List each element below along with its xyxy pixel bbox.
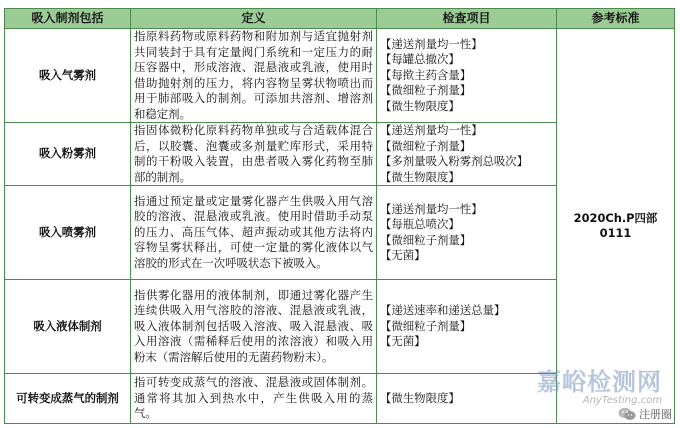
row-definition: 指通过预定量或定量雾化器产生供吸入用气溶胶的溶液、混悬液或乳液。使用时借助手动泵的压力、高压气体、超声振动或其他方法将内容物呈雾状释出，可使一定量的雾化液体以气溶胶的形式在一次呼吸状态下被吸入。	[131, 186, 377, 280]
row-checks	[377, 29, 557, 123]
check-item: 【递送剂量均一性】	[380, 201, 483, 216]
check-item: 【微细粒子剂量】	[380, 138, 472, 153]
check-item: 【每揿主药含量】	[380, 67, 472, 82]
check-item: 【微细粒子剂量】	[380, 318, 472, 333]
check-item: 【每瓶总喷次】	[380, 217, 460, 231]
row-definition: 指供雾化器用的液体制剂，即通过雾化器产生连续供吸入用气溶胶的溶液、混悬液或乳液，吸入液体制剂包括吸入溶液、吸入混悬液、吸入用溶液（需稀释后使用的浓溶液）和吸入用粉末（需溶解后使用的无菌药物粉末）。	[131, 280, 377, 374]
header-definition: 定义	[131, 9, 377, 29]
row-category: 吸入液体制剂	[5, 280, 131, 374]
row-definition: 指原料药物或原料药物和附加剂与适宜抛射剂共同装封于具有定量阀门系统和一定压力的耐压容器中，形成溶液、混悬液或乳液，使用时借助抛射剂的压力，将内容物呈雾状物喷出而用于肺部吸入的制剂。可添加共溶剂、增溶剂和稳定剂。	[131, 29, 377, 123]
row-checks	[377, 374, 557, 424]
check-item: 【递送速率和递送总量】	[380, 303, 506, 318]
check-item: 【微生物限度】	[380, 98, 460, 113]
check-item: 【微细粒子剂量】	[380, 83, 472, 98]
row-category: 吸入粉雾剂	[5, 123, 131, 186]
check-item: 【无菌】	[380, 248, 426, 262]
row-definition: 指可转变成蒸气的溶液、混悬液或固体制剂。通常将其加入到热水中，产生供吸入用的蒸气。	[131, 374, 377, 424]
check-item: 【微生物限度】	[380, 169, 460, 184]
row-checks	[377, 186, 557, 280]
header-category: 吸入制剂包括	[5, 9, 131, 29]
wechat-badge	[618, 406, 672, 422]
row-checks	[377, 123, 557, 186]
row-category: 可转变成蒸气的制剂	[5, 374, 131, 424]
row-category: 吸入气雾剂	[5, 29, 131, 123]
check-item: 【每罐总撤次】	[380, 52, 460, 67]
check-item: 【递送剂量均一性】	[380, 123, 483, 137]
wechat-icon	[618, 407, 636, 421]
check-item: 【微生物限度】	[380, 390, 460, 405]
inhalation-preparations-table	[4, 8, 675, 424]
header-standard: 参考标准	[557, 9, 675, 29]
check-item: 【无菌】	[380, 334, 426, 349]
check-item: 【多剂量吸入粉雾剂总吸次】	[380, 154, 529, 168]
row-definition: 指固体微粉化原料药物单独或与合适载体混合后，以胶囊、泡囊或多剂量贮库形式，采用特制的干粉吸入装置，由患者吸入雾化药物至肺部的制剂。	[131, 123, 377, 186]
table-row	[5, 29, 675, 123]
check-item: 【递送剂量均一性】	[380, 36, 483, 51]
watermark-en: AnyTesting.com	[582, 395, 662, 406]
row-checks	[377, 280, 557, 374]
header-checks: 检查项目	[377, 9, 557, 29]
badge-label: 注册圈	[639, 408, 672, 421]
check-item: 【微细粒子剂量】	[380, 232, 472, 247]
row-category: 吸入喷雾剂	[5, 186, 131, 280]
reference-standard: 2020Ch.P四部0111	[557, 29, 675, 424]
table-header-row	[5, 9, 675, 29]
watermark-cn: 嘉峪检测网	[537, 368, 662, 396]
